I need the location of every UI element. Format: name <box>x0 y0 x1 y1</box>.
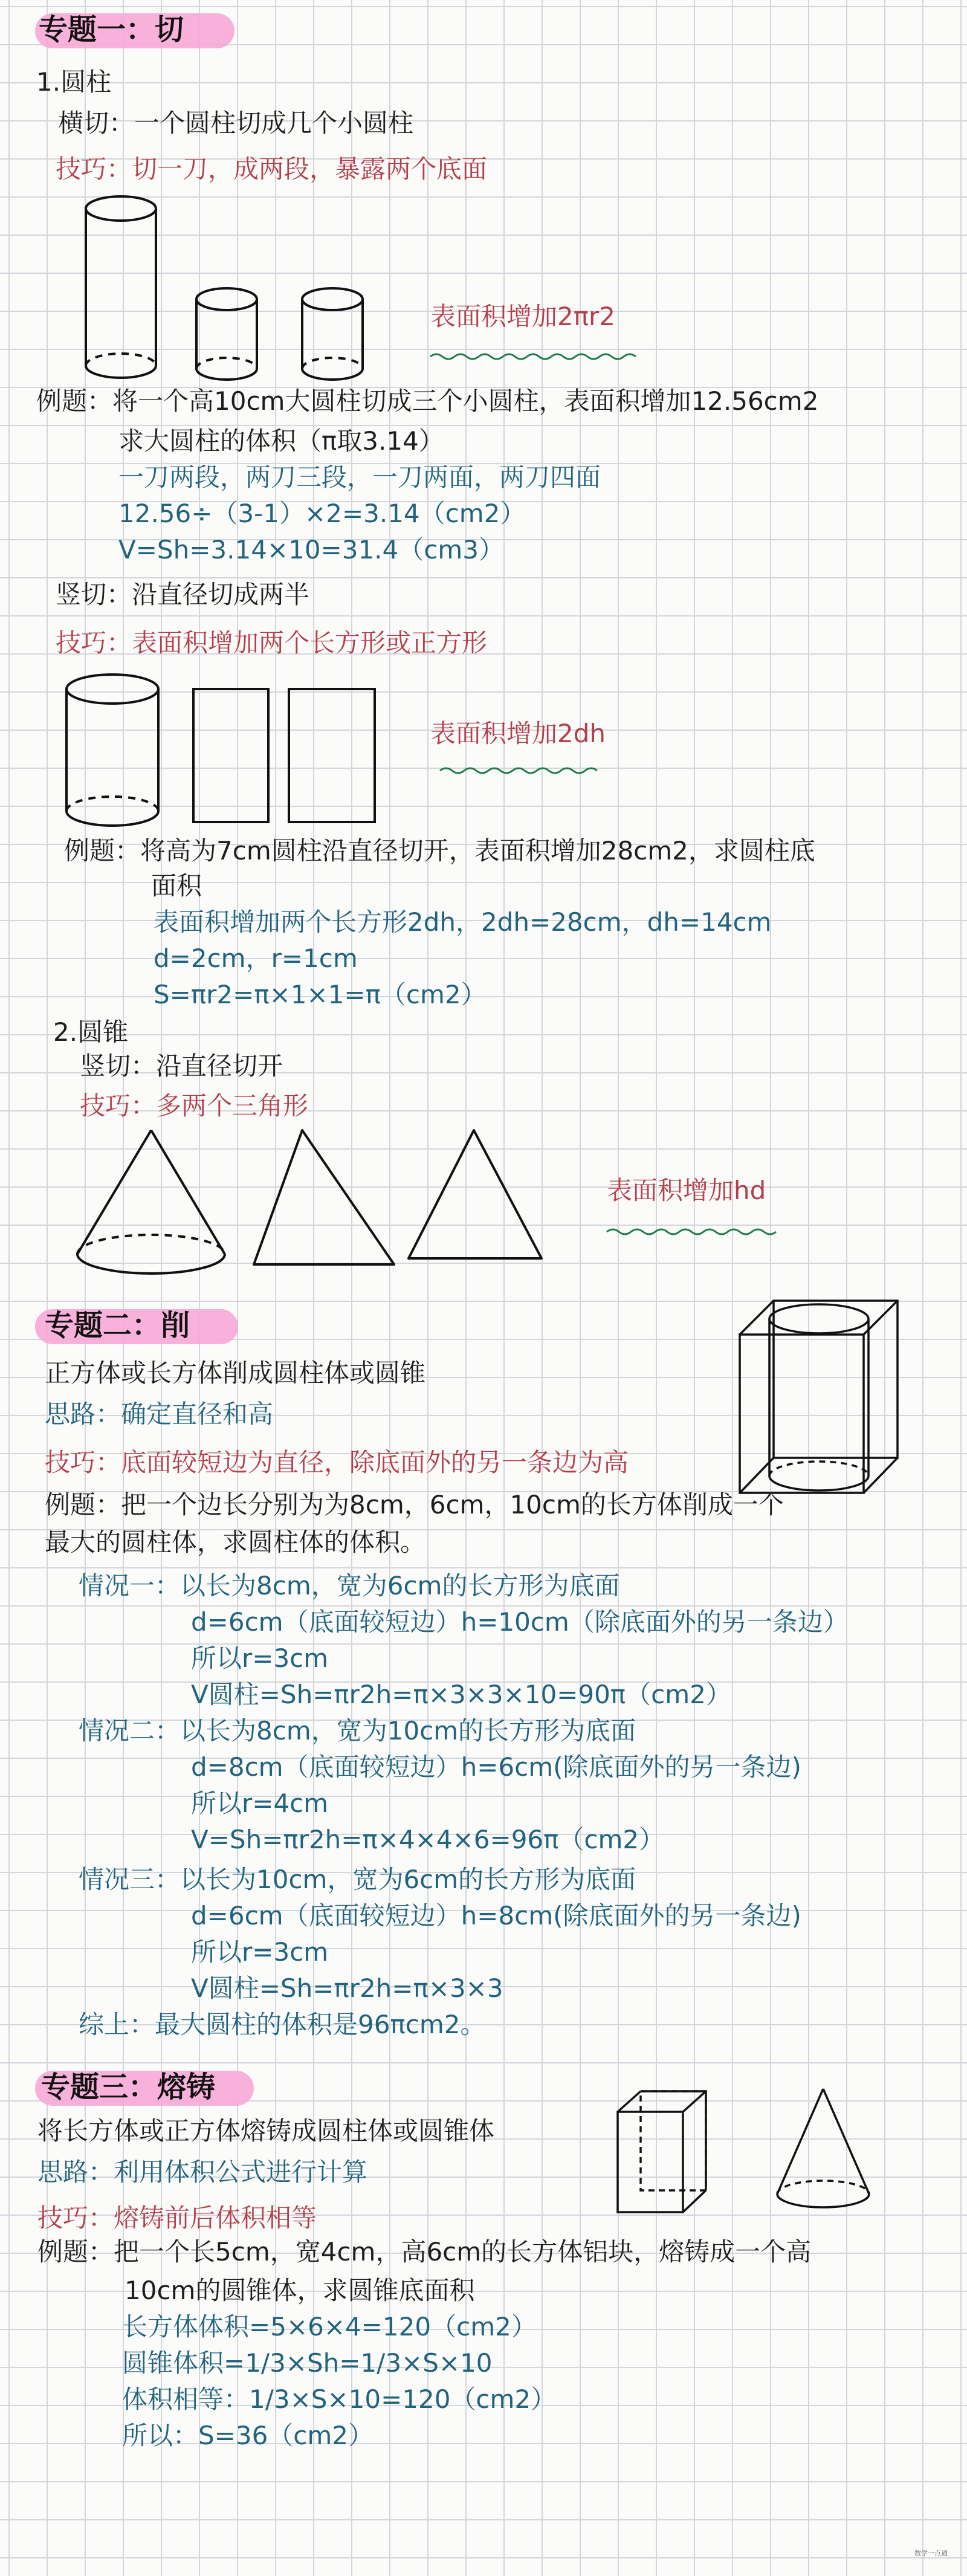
sub-heading-cylinder: 1.圆柱 <box>36 67 112 97</box>
section3-sol3: 体积相等：1/3×S×10=120（cm2） <box>122 2384 557 2414</box>
note-surface-1: 表面积增加2πr2 <box>430 302 615 331</box>
case1-l3: V圆柱=Sh=πr2h=π×3×3×10=90π（cm2） <box>191 1680 731 1709</box>
section3-sol2: 圆锥体积=1/3×Sh=1/3×S×10 <box>122 2348 493 2378</box>
example-1-sol3: V=Sh=3.14×10=31.4（cm3） <box>118 535 504 565</box>
section3-idea: 思路：利用体积公式进行计算 <box>37 2157 368 2187</box>
cut-vertical-cone: 竖切：沿直径切开 <box>80 1051 283 1081</box>
section1-title: 专题一：切 <box>39 13 184 47</box>
example-2-line1: 例题：将高为7cm圆柱沿直径切开，表面积增加28cm2，求圆柱底 <box>64 836 815 866</box>
cone-3d <box>77 1130 225 1273</box>
tall-cylinder <box>86 196 156 378</box>
section3-tip: 技巧：熔铸前后体积相等 <box>37 2203 317 2233</box>
section3-example-line1: 例题：把一个长5cm，宽4cm，高6cm的长方体铝块，熔铸成一个高 <box>37 2237 812 2267</box>
cut-rectangle-1 <box>193 689 268 822</box>
case3-l3: V圆柱=Sh=πr2h=π×3×3 <box>191 1973 503 2003</box>
section2-summary: 综上：最大圆柱的体积是96πcm2。 <box>79 2010 486 2039</box>
short-cylinder-2 <box>302 288 363 380</box>
section3-sol4: 所以：S=36（cm2） <box>122 2421 374 2450</box>
case2-l2: 所以r=4cm <box>191 1788 329 1818</box>
section2-example-line1: 例题：把一个边长分别为为8cm，6cm，10cm的长方体削成一个 <box>45 1490 784 1519</box>
section3-sol1: 长方体体积=5×6×4=120（cm2） <box>122 2312 537 2341</box>
cone <box>772 2086 881 2219</box>
cut-triangle-1 <box>254 1130 394 1264</box>
wide-cylinder <box>66 675 158 826</box>
cylinders-horizontal-cut <box>85 193 459 387</box>
case1-l1: d=6cm（底面较短边）h=10cm（除底面外的另一条边） <box>191 1607 849 1637</box>
box-with-cylinder <box>737 1299 901 1505</box>
case3-l1: d=6cm（底面较短边）h=8cm(除底面外的另一条边) <box>191 1901 801 1930</box>
section3-title: 专题三：熔铸 <box>41 2070 216 2104</box>
wavy-underline-3 <box>607 1226 788 1238</box>
case1-l2: 所以r=3cm <box>191 1643 329 1673</box>
section3-line1: 将长方体或正方体熔铸成圆柱体或圆锥体 <box>37 2116 495 2146</box>
case3-head: 情况三：以长为10cm，宽为6cm的长方形为底面 <box>79 1865 636 1894</box>
case2-l1: d=8cm（底面较短边）h=6cm(除底面外的另一条边) <box>191 1752 801 1782</box>
section2-example-line2: 最大的圆柱体，求圆柱体的体积。 <box>45 1527 426 1557</box>
watermark: 数学一点通 <box>914 2549 948 2557</box>
cones-vertical-cut <box>73 1124 556 1281</box>
section2-tip: 技巧：底面较短边为直径，除底面外的另一条边为高 <box>45 1448 629 1477</box>
cuboid <box>615 2089 736 2222</box>
example-1-line1: 例题：将一个高10cm大圆柱切成三个小圆柱，表面积增加12.56cm2 <box>36 386 819 416</box>
cut-triangle-2 <box>409 1130 542 1258</box>
case2-l3: V=Sh=πr2h=π×4×4×6=96π（cm2） <box>191 1825 665 1854</box>
sub-heading-cone: 2.圆锥 <box>53 1017 129 1047</box>
tip-1: 技巧：切一刀，成两段，暴露两个底面 <box>56 154 488 184</box>
note-surface-2: 表面积增加2dh <box>430 719 606 748</box>
example-2-sol3: S=πr2=π×1×1=π（cm2） <box>154 980 487 1009</box>
short-cylinder-1 <box>196 288 257 380</box>
section2-line1: 正方体或长方体削成圆柱体或圆锥 <box>45 1358 426 1388</box>
example-1-sol1: 一刀两段，两刀三段，一刀两面，两刀四面 <box>118 462 601 492</box>
cut-vertical: 竖切：沿直径切成两半 <box>56 580 310 609</box>
example-2-line2: 面积 <box>151 871 202 901</box>
tip-3: 技巧：多两个三角形 <box>80 1091 309 1121</box>
cylinder-vertical-cut <box>65 671 392 834</box>
section3-example-line2: 10cm的圆锥体，求圆锥底面积 <box>125 2276 475 2305</box>
example-2-sol1: 表面积增加两个长方形2dh，2dh=28cm，dh=14cm <box>154 907 772 937</box>
cut-rectangle-2 <box>289 689 375 822</box>
example-2-sol2: d=2cm，r=1cm <box>154 943 358 973</box>
cut-horizontal: 横切：一个圆柱切成几个小圆柱 <box>58 108 414 138</box>
tip-2: 技巧：表面积增加两个长方形或正方形 <box>56 628 488 658</box>
case3-l2: 所以r=3cm <box>191 1937 329 1967</box>
note-surface-3: 表面积增加hd <box>607 1176 766 1205</box>
example-1-line2: 求大圆柱的体积（π取3.14） <box>118 426 444 456</box>
section2-title: 专题二：削 <box>45 1309 190 1342</box>
example-1-sol2: 12.56÷（3-1）×2=3.14（cm2） <box>118 499 526 528</box>
case1-head: 情况一：以长为8cm，宽为6cm的长方形为底面 <box>79 1571 620 1600</box>
wavy-underline-1 <box>430 351 648 363</box>
case2-head: 情况二：以长为8cm，宽为10cm的长方形为底面 <box>79 1716 636 1746</box>
section2-idea: 思路：确定直径和高 <box>45 1399 274 1429</box>
wavy-underline-2 <box>440 765 609 777</box>
